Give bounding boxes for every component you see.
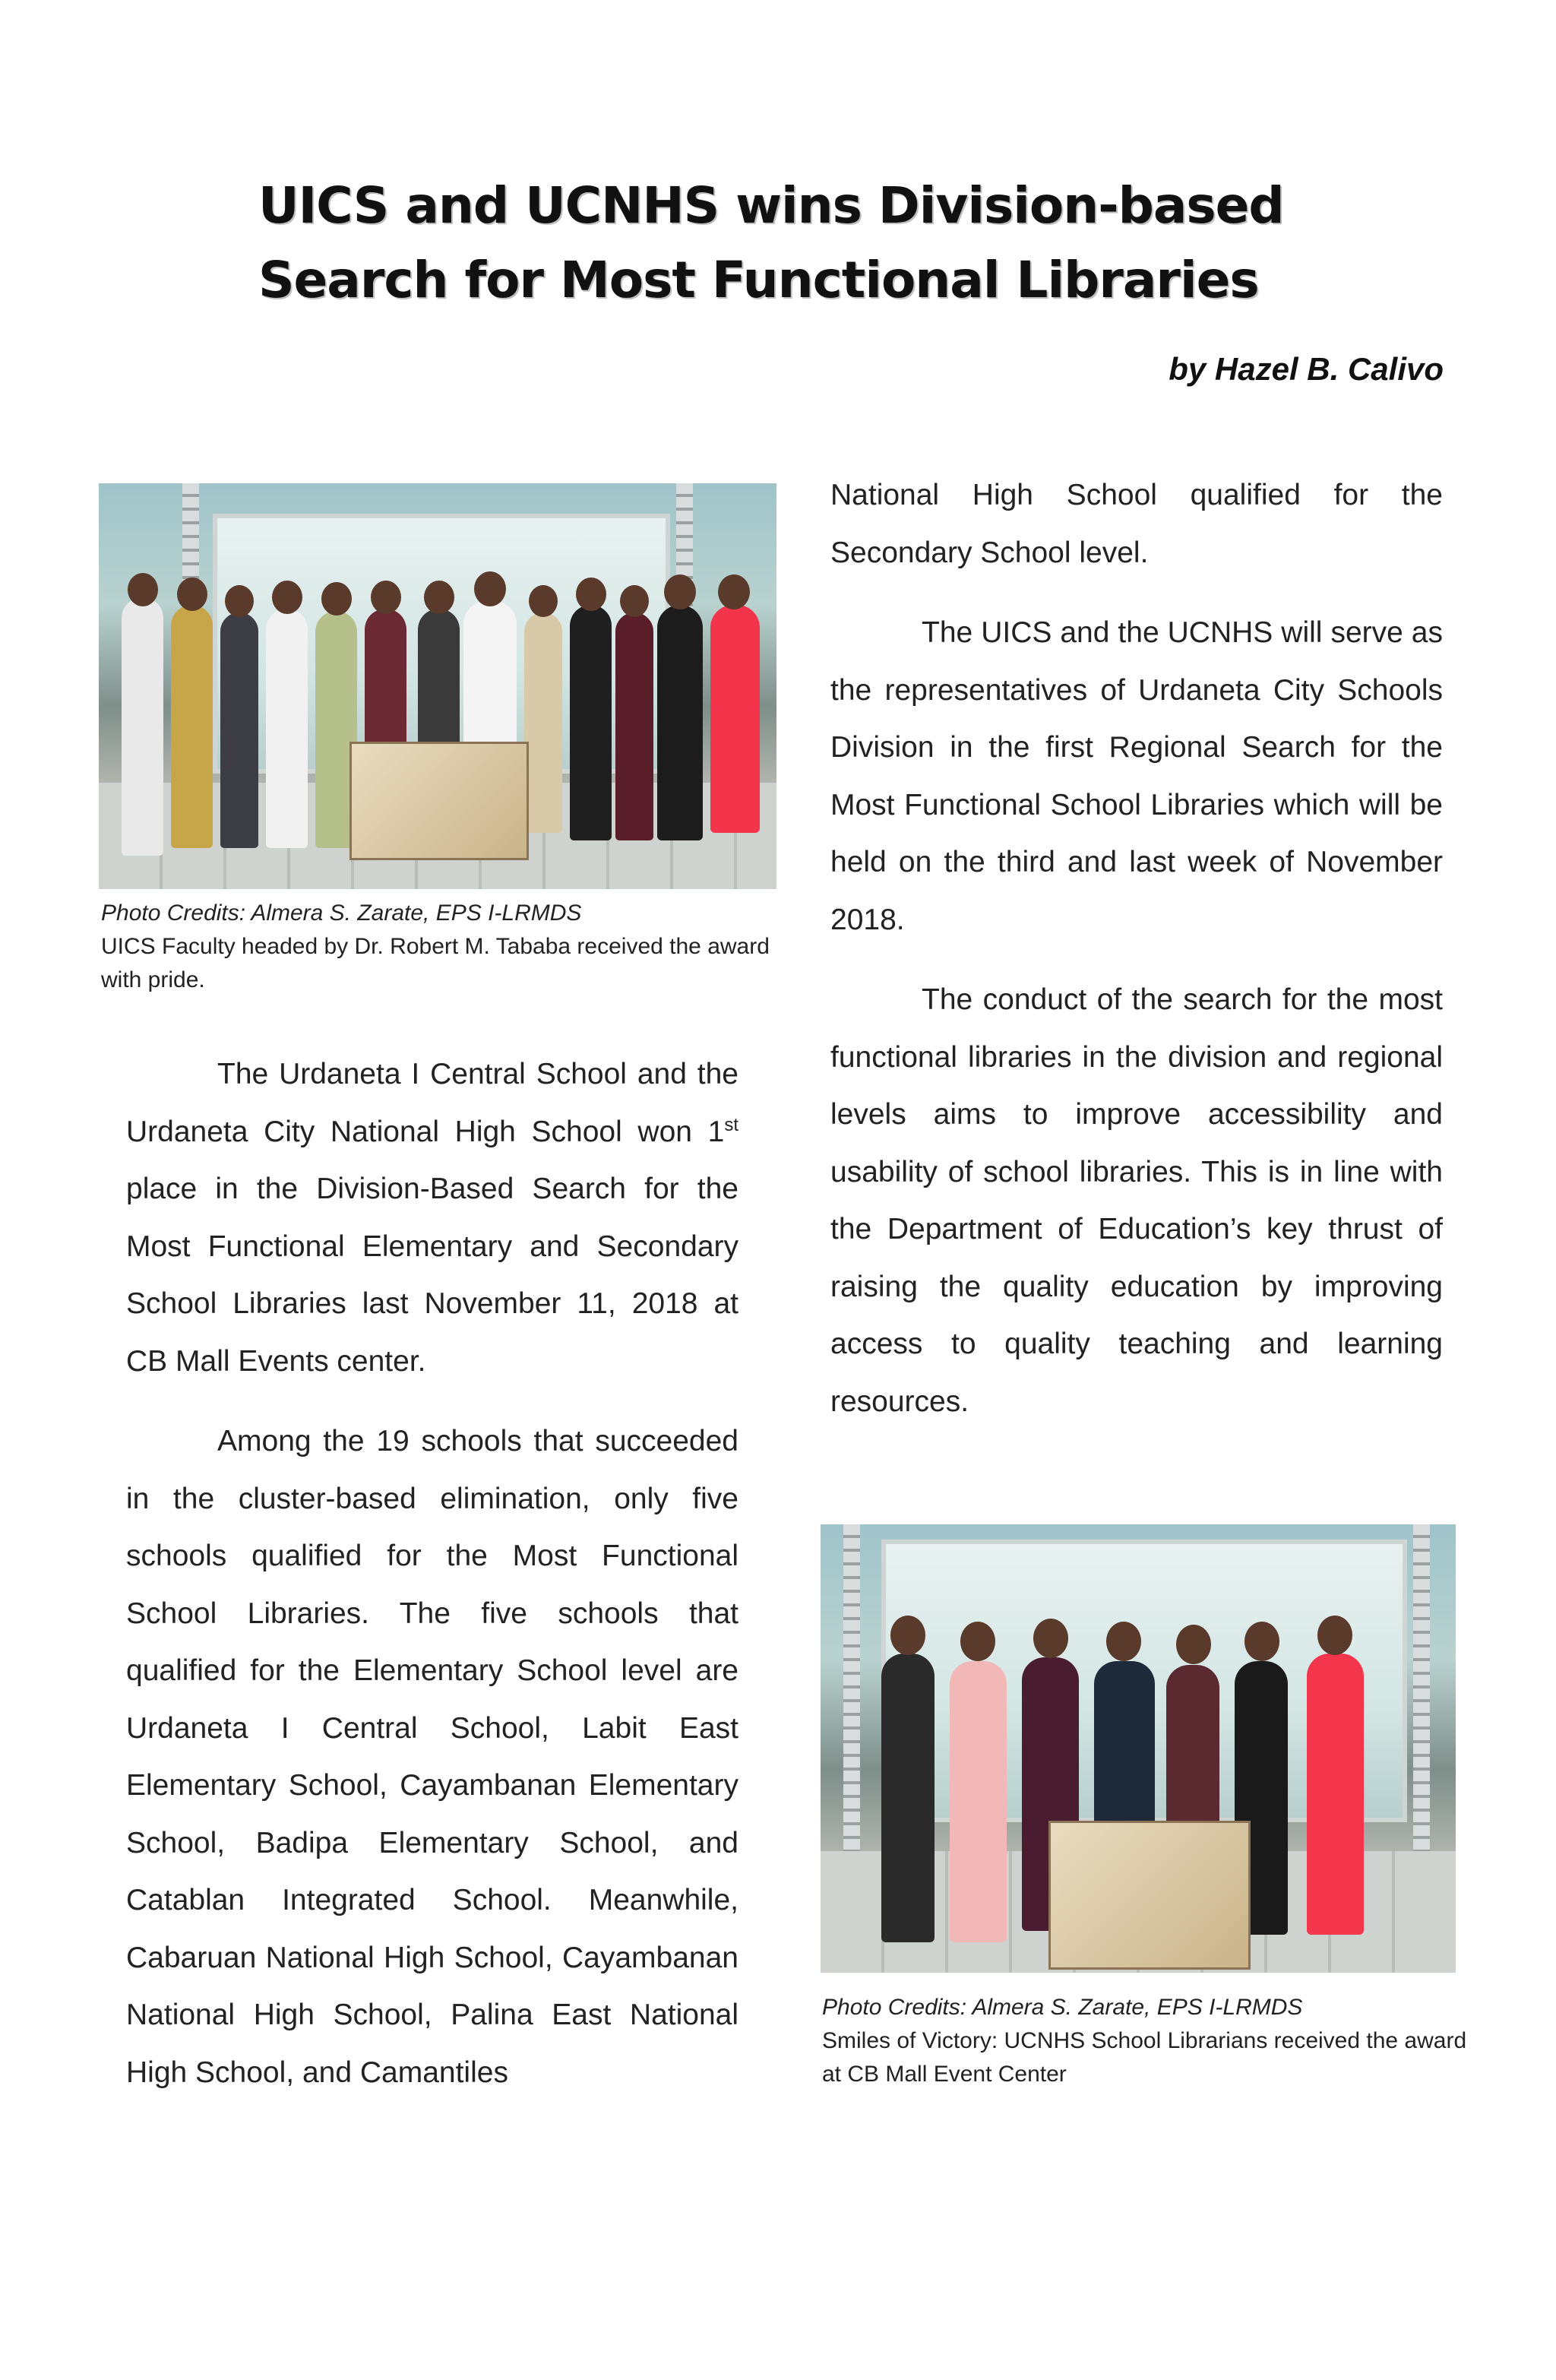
right-paragraph-1: National High School qualified for the Secondary School level. [830,479,1443,569]
headline-line-2: Search for Most Functional Libraries [258,251,1259,309]
photo1-caption [101,897,777,997]
byline: by Hazel B. Calivo [1169,351,1444,387]
left-paragraph-2: Among the 19 schools that succeeded in the cluster-based elimination, only five schools qualified for the Most Functional School Libraries. The five schools that qualified for the Elementary School level are Urdaneta I Central School, Labit East Elementary School, Cayambanan Elementary School, Badipa Elementary School, and Catablan Integrated School. Meanwhile, Cabaruan National High School, Cayambanan National High School, Palina East National High School, and Camantiles [126,1425,738,2089]
group-photo-ucnhs [821,1524,1456,1973]
photo2-description: Smiles of Victory: UCNHS School Librarians received the award at CB Mall Event Center [822,2028,1467,2087]
right-paragraph-3: The conduct of the search for the most functional libraries in the division and regional levels aims to improve accessibility and usability of school libraries. This is in line with the Department of Education’s key thrust of raising the quality education by improving access to quality teaching and learning resources. [830,983,1443,1418]
article-headline [258,169,1444,318]
photo2-caption [822,1991,1468,2091]
group-photo-uics [99,483,776,889]
photo1-description: UICS Faculty headed by Dr. Robert M. Tababa received the award with pride. [101,934,770,992]
left-column [126,1046,738,2124]
right-paragraph-2: The UICS and the UCNHS will serve as the representatives of Urdaneta City Schools Division in the first Regional Search for the Most Functional School Libraries which will be held on the third and last week of November 2018. [830,616,1443,936]
right-column [830,467,1443,1453]
photo2-credit: Photo Credits: Almera S. Zarate, EPS I-LRMDS [822,1995,1303,2020]
left-paragraph-1: The Urdaneta I Central School and the Urdaneta City National High School won 1st place in the Division-Based Search for the Most Functional Elementary and Secondary School Libraries last November 11, 2018 at CB Mall Events center. [126,1058,738,1378]
headline-line-1: UICS and UCNHS wins Division-based [258,176,1284,235]
photo1-credit: Photo Credits: Almera S. Zarate, EPS I-LRMDS [101,900,582,926]
